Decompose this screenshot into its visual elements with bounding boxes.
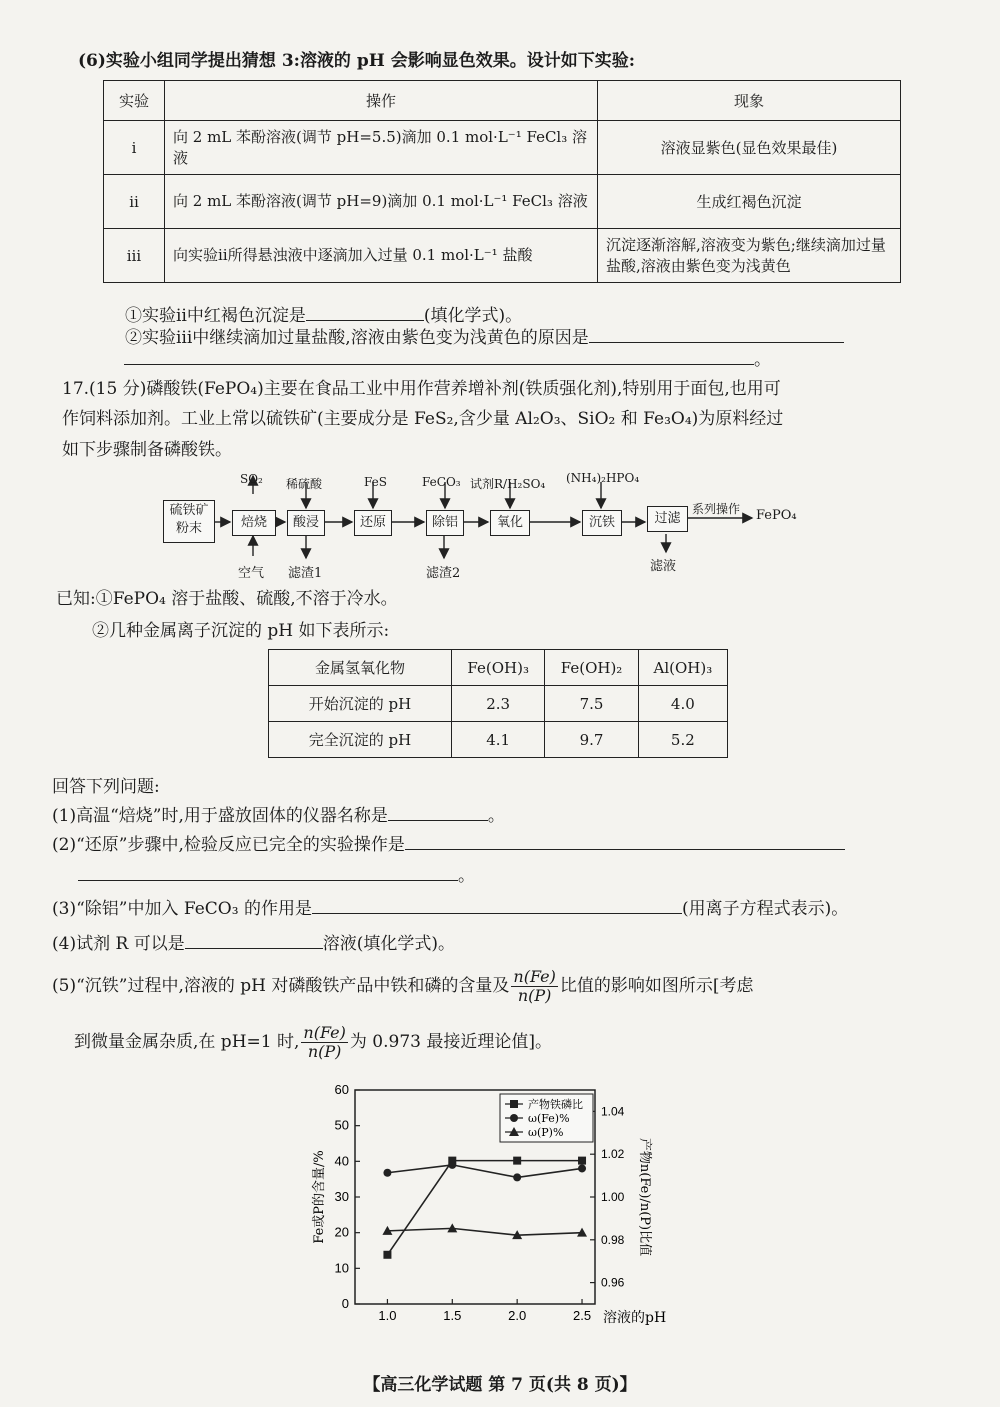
period: 。 [754, 350, 771, 370]
fraction-numerator: n(Fe) [303, 1023, 346, 1042]
y-right-tick-label: 1.02 [601, 1147, 625, 1162]
answer-blank[interactable] [589, 324, 844, 343]
period: 。 [487, 806, 505, 826]
y-left-tick-label: 40 [334, 1153, 349, 1169]
q5-text-3: 到微量金属杂质,在 pH=1 时, [74, 1032, 300, 1052]
ph-table-cell: 4.0 [638, 686, 727, 722]
ph-table-cell: 5.2 [638, 722, 727, 758]
ph-table-cell: 2.3 [452, 686, 545, 722]
series-line [387, 1161, 582, 1255]
fraction-numerator: n(Fe) [513, 967, 556, 986]
page-footer: 【高三化学试题 第 7 页(共 8 页)】 [363, 1375, 637, 1395]
table-header: 实验 [104, 81, 165, 121]
fraction-denominator: n(P) [307, 1042, 342, 1061]
flow-label-fes: FeS [364, 475, 387, 489]
table-cell: ⅱ [104, 175, 165, 229]
ph-table-cell: 7.5 [545, 686, 638, 722]
answer-blank[interactable] [124, 346, 754, 365]
question-5 [52, 966, 754, 1006]
table-cell: 向实验ⅱ所得悬浊液中逐滴加入过量 0.1 mol·L⁻¹ 盐酸 [165, 229, 598, 283]
table-cell: ⅰ [104, 121, 165, 175]
y-left-tick-label: 50 [334, 1117, 349, 1133]
flow-label-nh4-hpo4: (NH₄)₂HPO₄ [566, 471, 640, 485]
ph-table-cell: 4.1 [452, 722, 545, 758]
legend-label: ω(P)% [528, 1126, 564, 1139]
q17-intro-line1: 17.(15 分)磷酸铁(FePO₄)主要在食品工业中用作营养增补剂(铁质强化剂),特别用于面包,也用可 [62, 379, 781, 399]
flow-label-feco3: FeCO₃ [422, 475, 461, 489]
x-axis-label: 溶液的pH [603, 1310, 667, 1326]
data-point [513, 1157, 521, 1165]
flow-label-series-op: 系列操作 [692, 502, 741, 516]
answer-blank[interactable] [185, 930, 323, 949]
flow-start-box: 硫铁矿粉末 [163, 500, 215, 543]
q16-sub2-text: ②实验ⅲ中继续滴加过量盐酸,溶液由紫色变为浅黄色的原因是 [125, 328, 589, 348]
question-3 [52, 895, 848, 922]
question-2-line2 [78, 862, 475, 889]
question-4 [52, 930, 455, 957]
data-point [513, 1173, 521, 1181]
flow-step-oxidize: 氧化 [490, 510, 530, 536]
table-header: 现象 [598, 81, 901, 121]
q16-6-intro: (6)实验小组同学提出猜想 3:溶液的 pH 会影响显色效果。设计如下实验: [78, 51, 635, 71]
y-right-tick-label: 1.04 [601, 1104, 625, 1119]
flow-step-filter: 过滤 [647, 506, 688, 532]
flow-label-air: 空气 [238, 566, 265, 581]
x-tick-label: 2.0 [508, 1308, 527, 1323]
series-line [387, 1228, 582, 1235]
question-5-line2 [74, 1022, 552, 1062]
q16-sub1-suffix: (填化学式)。 [423, 306, 523, 326]
answer-blank[interactable] [312, 895, 682, 914]
data-point [448, 1161, 456, 1169]
table-cell: 向 2 mL 苯酚溶液(调节 pH=9)滴加 0.1 mol·L⁻¹ FeCl₃ 溶液 [165, 175, 598, 229]
y-left-tick-label: 10 [334, 1260, 349, 1276]
y-left-tick-label: 30 [334, 1189, 349, 1204]
table-cell: 沉淀逐渐溶解,溶液变为紫色;继续滴加过量盐酸,溶液由紫色变为浅黄色 [598, 229, 901, 283]
known-1: 已知:①FePO₄ 溶于盐酸、硫酸,不溶于冷水。 [56, 589, 398, 609]
ph-table [268, 649, 728, 758]
flow-step-remove-al: 除铝 [426, 510, 464, 536]
ph-table-header: Al(OH)₃ [638, 650, 727, 686]
y-right-axis-label: 产物n(Fe)/n(P)比值 [637, 1137, 652, 1257]
flow-label-residue2: 滤渣2 [426, 566, 461, 581]
answer-blank[interactable] [306, 302, 424, 321]
legend-label: 产物铁磷比 [528, 1098, 583, 1111]
period: 。 [458, 866, 475, 886]
ph-effect-chart [300, 1078, 700, 1340]
table-cell: 向 2 mL 苯酚溶液(调节 pH=5.5)滴加 0.1 mol·L⁻¹ FeCl₃ 溶液 [165, 121, 598, 175]
flow-label-product: FePO₄ [756, 508, 797, 523]
y-left-tick-label: 60 [334, 1082, 349, 1097]
data-point [578, 1164, 586, 1172]
known-2: ②几种金属离子沉淀的 pH 如下表所示: [92, 621, 390, 641]
y-left-tick-label: 20 [334, 1224, 349, 1240]
x-tick-label: 1.5 [443, 1308, 462, 1323]
q17-intro-line3: 如下步骤制备磷酸铁。 [62, 440, 232, 460]
fraction-nfe-np [511, 968, 557, 1005]
flow-label-residue1: 滤渣1 [288, 566, 323, 581]
legend-marker [510, 1100, 518, 1108]
q3-suffix: (用离子方程式表示)。 [681, 899, 849, 919]
q16-sub2-line2 [124, 346, 771, 373]
q4-suffix: 溶液(填化学式)。 [322, 934, 455, 954]
table-cell: 生成红褐色沉淀 [598, 175, 901, 229]
answer-blank[interactable] [388, 802, 488, 821]
ph-table-header: 金属氢氧化物 [269, 650, 452, 686]
experiment-table [103, 80, 901, 283]
y-right-tick-label: 1.00 [601, 1190, 625, 1204]
y-right-tick-label: 0.96 [601, 1275, 625, 1290]
answer-blank[interactable] [405, 831, 845, 850]
q1-text: (1)高温“焙烧”时,用于盛放固体的仪器名称是 [52, 806, 388, 826]
legend-marker [510, 1114, 518, 1122]
q5-text-4: 为 0.973 最接近理论值]。 [349, 1032, 552, 1052]
table-header: 操作 [165, 81, 598, 121]
y-left-axis-label: Fe或P的含量/% [312, 1150, 327, 1244]
legend-label: ω(Fe)% [528, 1112, 570, 1125]
data-point [578, 1157, 586, 1165]
flow-step-reduce: 还原 [354, 510, 392, 536]
fraction-nfe-np [301, 1024, 347, 1061]
question-2 [52, 831, 845, 858]
data-point [383, 1251, 391, 1259]
flow-label-so2: SO₂ [240, 472, 263, 486]
y-right-tick-label: 0.98 [601, 1232, 625, 1247]
table-cell: ⅲ [104, 229, 165, 283]
series-line [387, 1165, 582, 1177]
q16-sub1-text: ①实验ⅱ中红褐色沉淀是 [125, 306, 306, 326]
flow-step-acid-leach: 酸浸 [287, 510, 325, 536]
flow-label-reagent-r: 试剂R/H₂SO₄ [470, 477, 546, 491]
q2-text: (2)“还原”步骤中,检验反应已完全的实验操作是 [52, 835, 405, 855]
table-cell: 溶液显紫色(显色效果最佳) [598, 121, 901, 175]
ph-table-cell: 完全沉淀的 pH [269, 722, 452, 758]
flow-step-precipitate: 沉铁 [582, 510, 622, 536]
flow-step-roast: 焙烧 [232, 510, 276, 536]
y-left-tick-label: 0 [341, 1296, 349, 1311]
flow-label-filtrate: 滤液 [650, 559, 677, 574]
q4-text: (4)试剂 R 可以是 [52, 934, 185, 954]
answer-intro: 回答下列问题: [52, 777, 160, 797]
question-1 [52, 802, 505, 829]
x-tick-label: 2.5 [572, 1308, 592, 1323]
q5-text: (5)“沉铁”过程中,溶液的 pH 对磷酸铁产品中铁和磷的含量及 [52, 976, 510, 996]
fraction-denominator: n(P) [517, 986, 552, 1005]
q3-text: (3)“除铝”中加入 FeCO₃ 的作用是 [52, 899, 312, 919]
ph-table-header: Fe(OH)₂ [545, 650, 638, 686]
ph-table-cell: 9.7 [545, 722, 638, 758]
answer-blank[interactable] [78, 862, 458, 881]
flow-label-dilute-sulfuric: 稀硫酸 [286, 477, 323, 491]
ph-table-header: Fe(OH)₃ [452, 650, 545, 686]
q17-intro-line2: 作饲料添加剂。工业上常以硫铁矿(主要成分是 FeS₂,含少量 Al₂O₃、SiO₂ 和 Fe₃O₄)为原料经过 [62, 409, 784, 429]
ph-table-cell: 开始沉淀的 pH [269, 686, 452, 722]
q5-text-2: 比值的影响如图所示[考虑 [559, 976, 754, 996]
data-point [383, 1169, 391, 1177]
x-tick-label: 1.0 [378, 1308, 397, 1323]
